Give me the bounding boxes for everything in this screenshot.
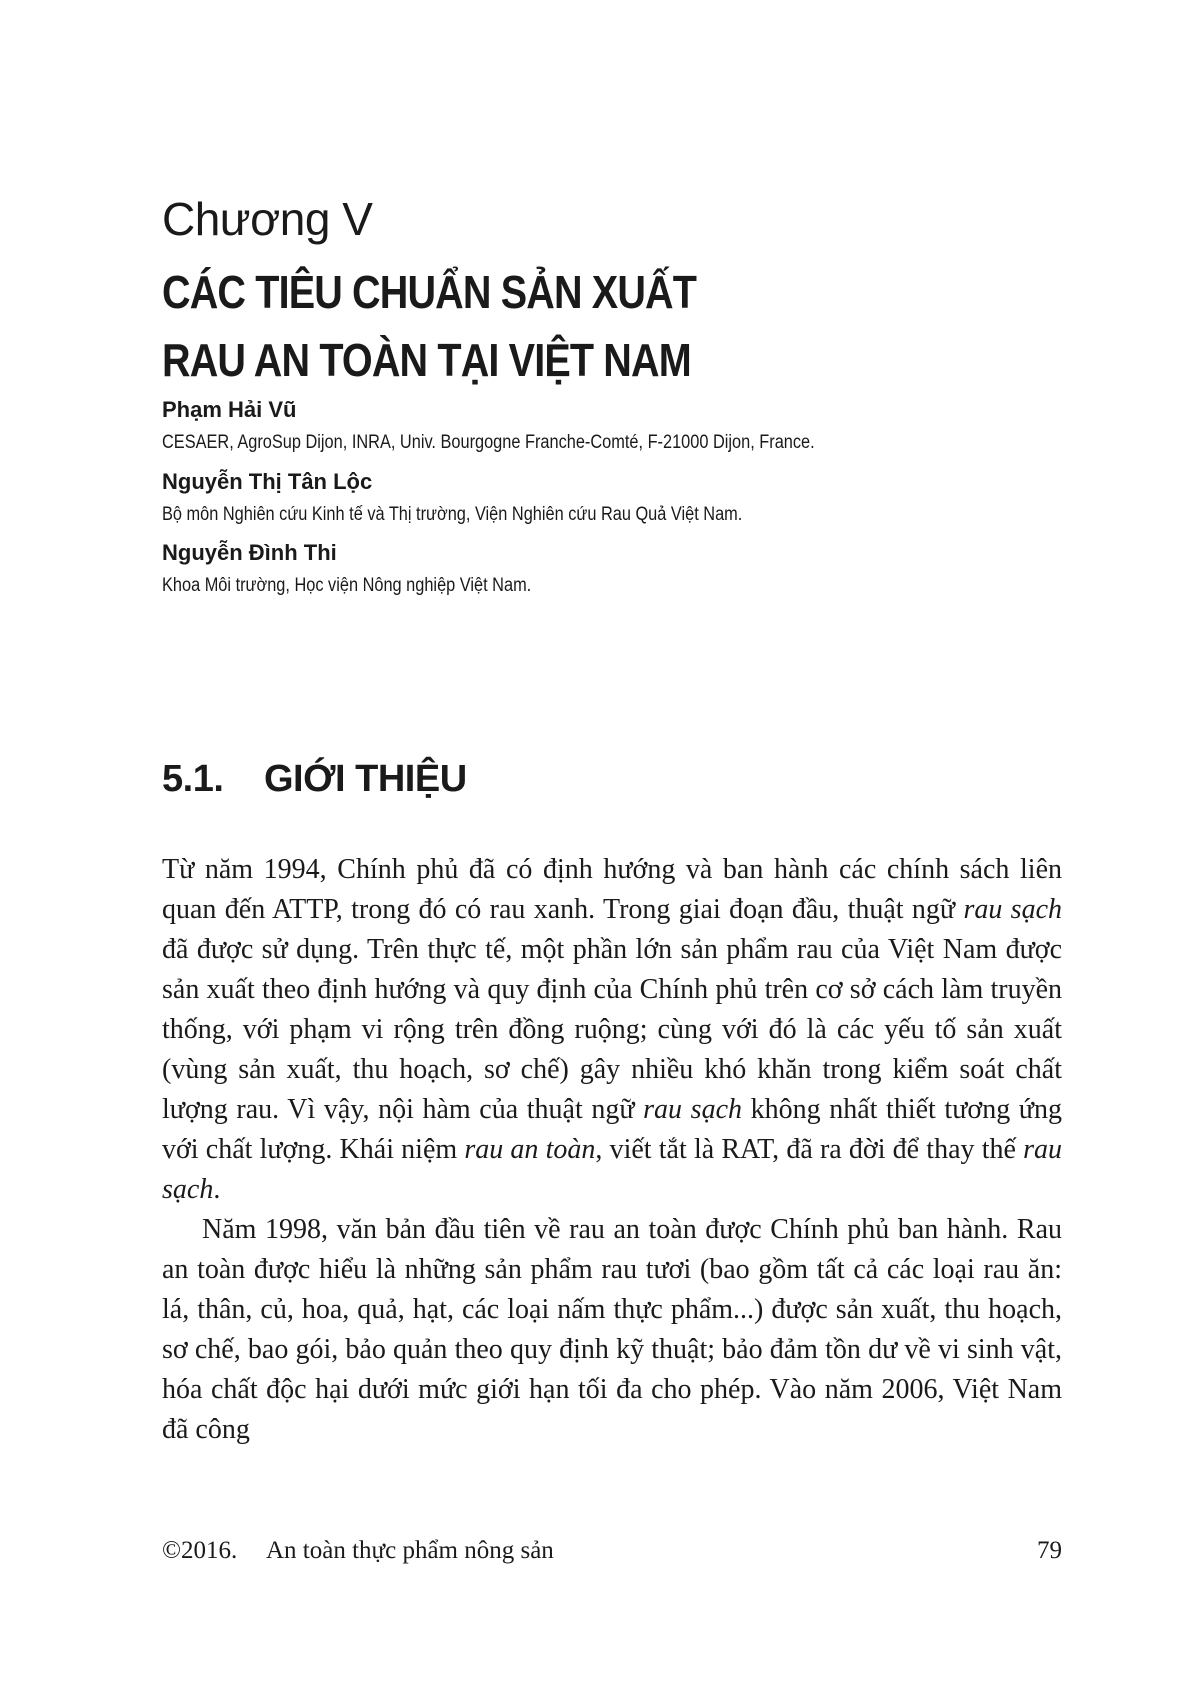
text-run: đã được sử dụng. Trên thực tế, một phần lớn sản phẩm rau của Việt Nam được sản xuất theo định hướng và quy định của Chính phủ trên cơ sở cách làm truyền thống, với phạm vi rộng trên đồng ruộng; cùng với đó là các yếu tố sản xuất (vùng sản xuất, thu hoạch, sơ chế) gây nhiều khó khăn trong kiểm soát chất lượng rau. Vì vậy, nội hàm của thuật ngữ: [162, 934, 1062, 1125]
page-footer: [162, 1537, 1062, 1565]
italic-term: rau sạch: [643, 1094, 742, 1125]
chapter-title-line-2: RAU AN TOÀN TẠI VIỆT NAM: [162, 334, 691, 386]
footer-copyright: ©2016.: [162, 1537, 238, 1564]
chapter-title: [162, 258, 936, 394]
chapter-title-line-1: CÁC TIÊU CHUẨN SẢN XUẤT: [162, 266, 697, 318]
page-number: 79: [1037, 1537, 1062, 1564]
author-affiliation: CESAER, AgroSup Dijon, INRA, Univ. Bourgogne Franche-Comté, F-21000 Dijon, France.: [162, 432, 815, 453]
author-name: Nguyễn Thị Tân Lộc: [162, 469, 373, 494]
chapter-label: Chương V: [162, 193, 373, 245]
italic-term: rau sạch: [162, 1134, 1062, 1205]
text-run: .: [213, 1174, 221, 1205]
section-heading: [162, 760, 467, 798]
body-text: [162, 850, 1062, 1450]
author-affiliation: Khoa Môi trường, Học viện Nông nghiệp Việt Nam.: [162, 575, 532, 596]
italic-term: rau an toàn: [464, 1134, 596, 1165]
text-run: , viết tắt là RAT, đã ra đời để thay thế: [595, 1134, 1024, 1165]
paragraph: [162, 850, 1062, 1210]
italic-term: rau sạch: [963, 894, 1062, 925]
footer-book-title: An toàn thực phẩm nông sản: [266, 1537, 554, 1564]
author-name: Phạm Hải Vũ: [162, 397, 297, 422]
paragraph: Năm 1998, văn bản đầu tiên về rau an toàn được Chính phủ ban hành. Rau an toàn được hiểu là những sản phẩm rau tươi (bao gồm tất cả các loại rau ăn: lá, thân, củ, hoa, quả, hạt, các loại nấm thực phẩm...) được sản xuất, thu hoạch, sơ chế, bao gói, bảo quản theo quy định kỹ thuật; bảo đảm tồn dư về vi sinh vật, hóa chất độc hại dưới mức giới hạn tối đa cho phép. Vào năm 2006, Việt Nam đã công: [162, 1214, 1062, 1445]
section-title: GIỚI THIỆU: [264, 758, 467, 800]
section-number: 5.1.: [162, 758, 224, 800]
author-affiliation: Bộ môn Nghiên cứu Kinh tế và Thị trường, Viện Nghiên cứu Rau Quả Việt Nam.: [162, 504, 743, 525]
text-run: không nhất thiết tương ứng với chất lượng. Khái niệm: [162, 1094, 1062, 1165]
author-name: Nguyễn Đình Thi: [162, 540, 337, 565]
text-run: Từ năm 1994, Chính phủ đã có định hướng và ban hành các chính sách liên quan đến ATTP, trong đó có rau xanh. Trong giai đoạn đầu, thuật ngữ: [162, 854, 1062, 925]
